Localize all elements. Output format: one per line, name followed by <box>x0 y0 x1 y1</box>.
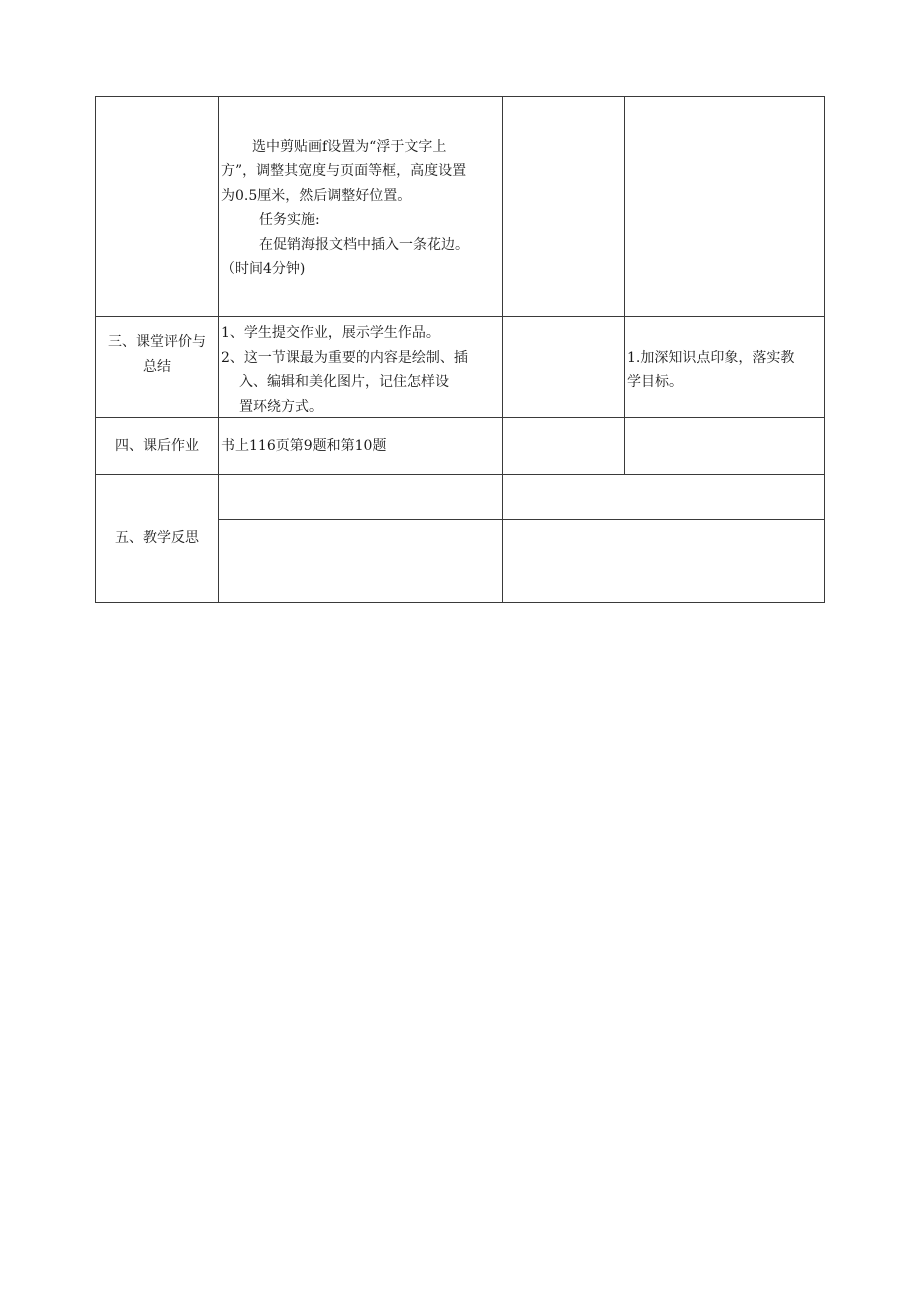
evaluation-text-line-4: 置环绕方式。 <box>239 399 323 415</box>
reflection-label: 五、教学反思 <box>115 530 199 546</box>
homework-text: 书上116页第9题和第10题 <box>221 438 387 454</box>
reflection-inner-divider <box>219 519 825 520</box>
col-divider-3 <box>624 96 625 474</box>
evaluation-label-line-2: 总结 <box>143 359 171 375</box>
table-right-border <box>824 96 825 603</box>
task-text-line-4: 任务实施: <box>259 212 320 228</box>
row-divider-1 <box>95 316 825 317</box>
task-text-line-2: 方”，调整其宽度与页面等框，高度设置 <box>221 163 467 179</box>
evaluation-text-line-1: 1、学生提交作业，展示学生作品。 <box>221 325 440 341</box>
task-text-line-1: 选中剪贴画f设置为“浮于文字上 <box>252 139 447 155</box>
task-text-line-5: 在促销海报文档中插入一条花边。 <box>259 237 469 253</box>
evaluation-intent-line-2: 学目标。 <box>627 374 683 390</box>
col-divider-1 <box>218 96 219 603</box>
evaluation-text-line-3: 入、编辑和美化图片，记住怎样设 <box>239 374 449 390</box>
evaluation-label-line-1: 三、课堂评价与 <box>108 334 206 350</box>
col-divider-2 <box>502 96 503 603</box>
row-divider-3 <box>95 474 825 475</box>
evaluation-text-line-2: 2、这一节课最为重要的内容是绘制、插 <box>221 350 468 366</box>
task-text-line-6: （时间4分钟) <box>221 261 306 277</box>
homework-label: 四、课后作业 <box>115 438 199 454</box>
evaluation-intent-line-1: 1.加深知识点印象，落实教 <box>627 350 795 366</box>
table-top-border <box>95 96 825 97</box>
task-text-line-3: 为0.5厘米，然后调整好位置。 <box>221 188 412 204</box>
table-bottom-border <box>95 602 825 603</box>
row-divider-2 <box>95 417 825 418</box>
